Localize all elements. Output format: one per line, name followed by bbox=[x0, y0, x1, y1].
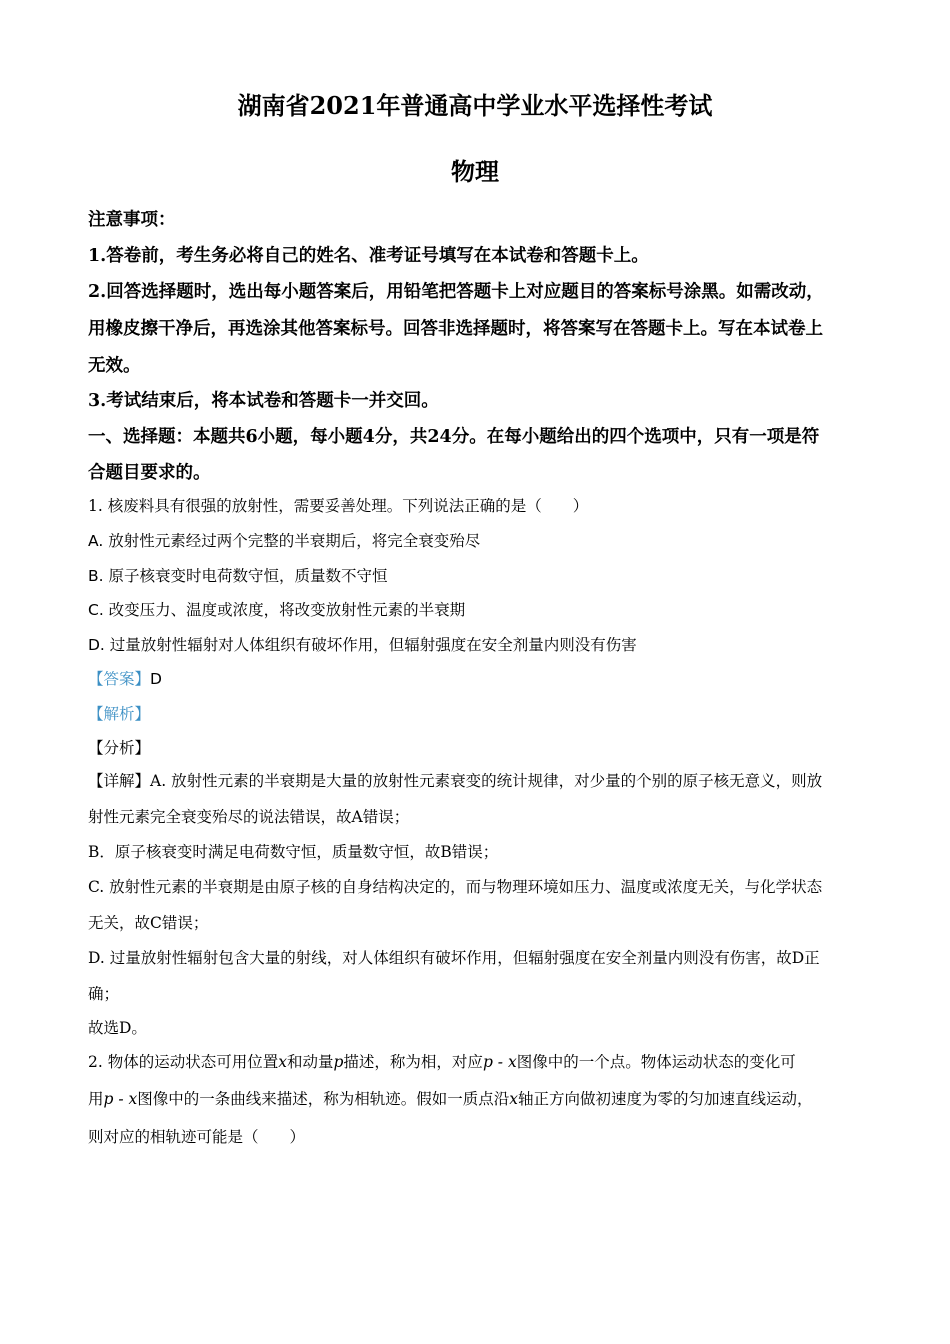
question-1-option-c bbox=[88, 598, 465, 620]
section-heading-line-1: 一、选择题：本题共6小题，每小题4分，共24分。在每小题给出的四个选项中，只有一项是符 bbox=[88, 427, 820, 447]
q2-text: 描述，称为相，对应 bbox=[343, 1053, 483, 1071]
fenxi-label: 【分析】 bbox=[88, 739, 151, 757]
detail-line-8: 故选D。 bbox=[88, 1019, 147, 1037]
var-p-x: p - x bbox=[103, 1090, 138, 1108]
notice-item-3: 3.考试结束后，将本试卷和答题卡一并交回。 bbox=[88, 391, 439, 411]
q2-text: 用 bbox=[88, 1090, 104, 1108]
question-1-option-d bbox=[88, 633, 637, 655]
q2-text: 2. 物体的运动状态可用位置 bbox=[88, 1053, 279, 1071]
q2-text: 图像中的一个点。物体运动状态的变化可 bbox=[516, 1053, 796, 1071]
option-letter: B. bbox=[88, 567, 104, 585]
answer-label: 【答案】 bbox=[88, 670, 151, 688]
option-text: 过量放射性辐射对人体组织有破坏作用，但辐射强度在安全剂量内则没有伤害 bbox=[104, 636, 637, 654]
option-letter: A. bbox=[88, 532, 104, 550]
section-heading-line-2: 合题目要求的。 bbox=[88, 463, 211, 483]
detail-line-5: 无关，故C错误； bbox=[88, 914, 209, 932]
detail-line-4: C. 放射性元素的半衰期是由原子核的自身结构决定的，而与物理环境如压力、温度或浓度无关，与化学状态 bbox=[88, 878, 823, 896]
question-2-line-2 bbox=[88, 1087, 813, 1109]
answer-line bbox=[88, 667, 162, 689]
notice-item-2-line-3: 无效。 bbox=[88, 356, 141, 376]
analysis-label: 【解析】 bbox=[88, 705, 151, 723]
detail-line-7: 确； bbox=[88, 985, 120, 1003]
notice-heading: 注意事项： bbox=[88, 210, 176, 230]
q2-text: 轴正方向做初速度为零的匀加速直线运动， bbox=[518, 1090, 813, 1108]
q2-text: 图像中的一条曲线来描述，称为相轨迹。假如一质点沿 bbox=[137, 1090, 510, 1108]
option-text: 原子核衰变时电荷数守恒，质量数不守恒 bbox=[103, 567, 388, 585]
notice-item-1: 1.答卷前，考生务必将自己的姓名、准考证号填写在本试卷和答题卡上。 bbox=[88, 246, 649, 266]
answer-value: D bbox=[150, 670, 162, 688]
subject-title: 物理 bbox=[451, 157, 499, 186]
option-text: 放射性元素经过两个完整的半衰期后，将完全衰变殆尽 bbox=[103, 532, 481, 550]
question-1-option-b bbox=[88, 564, 388, 586]
var-x: x bbox=[509, 1090, 519, 1108]
var-p-x: p - x bbox=[482, 1053, 517, 1071]
question-1-option-a bbox=[88, 529, 480, 551]
var-x: x bbox=[278, 1053, 287, 1071]
detail-label: 【详解】 bbox=[88, 772, 151, 790]
option-letter: C. bbox=[88, 601, 104, 619]
detail-line-3: B．原子核衰变时满足电荷数守恒，质量数守恒，故B错误； bbox=[88, 843, 499, 861]
question-1-stem: 1. 核废料具有很强的放射性，需要妥善处理。下列说法正确的是（ ） bbox=[88, 497, 589, 515]
exam-title: 湖南省2021年普通高中学业水平选择性考试 bbox=[237, 91, 713, 120]
q2-text: 和动量 bbox=[286, 1053, 334, 1071]
option-letter: D. bbox=[88, 636, 105, 654]
detail-line-2: 射性元素完全衰变殆尽的说法错误，故A错误； bbox=[88, 808, 410, 826]
notice-item-2-line-1: 2.回答选择题时，选出每小题答案后，用铅笔把答题卡上对应题目的答案标号涂黑。如需改动， bbox=[88, 282, 824, 302]
question-2-line-1 bbox=[88, 1050, 796, 1072]
option-text: 改变压力、温度或浓度，将改变放射性元素的半衰期 bbox=[103, 601, 466, 619]
var-p: p bbox=[333, 1053, 344, 1071]
question-2-line-3: 则对应的相轨迹可能是（ ） bbox=[88, 1128, 306, 1146]
detail-line-1 bbox=[88, 769, 822, 791]
detail-line-6: D. 过量放射性辐射包含大量的射线，对人体组织有破坏作用，但辐射强度在安全剂量内则没有伤害，故D正 bbox=[88, 949, 820, 967]
notice-item-2-line-2: 用橡皮擦干净后，再选涂其他答案标号。回答非选择题时，将答案写在答题卡上。写在本试卷上 bbox=[88, 319, 823, 339]
detail-text: A. 放射性元素的半衰期是大量的放射性元素衰变的统计规律，对少量的个别的原子核无意义，则放 bbox=[150, 772, 823, 790]
